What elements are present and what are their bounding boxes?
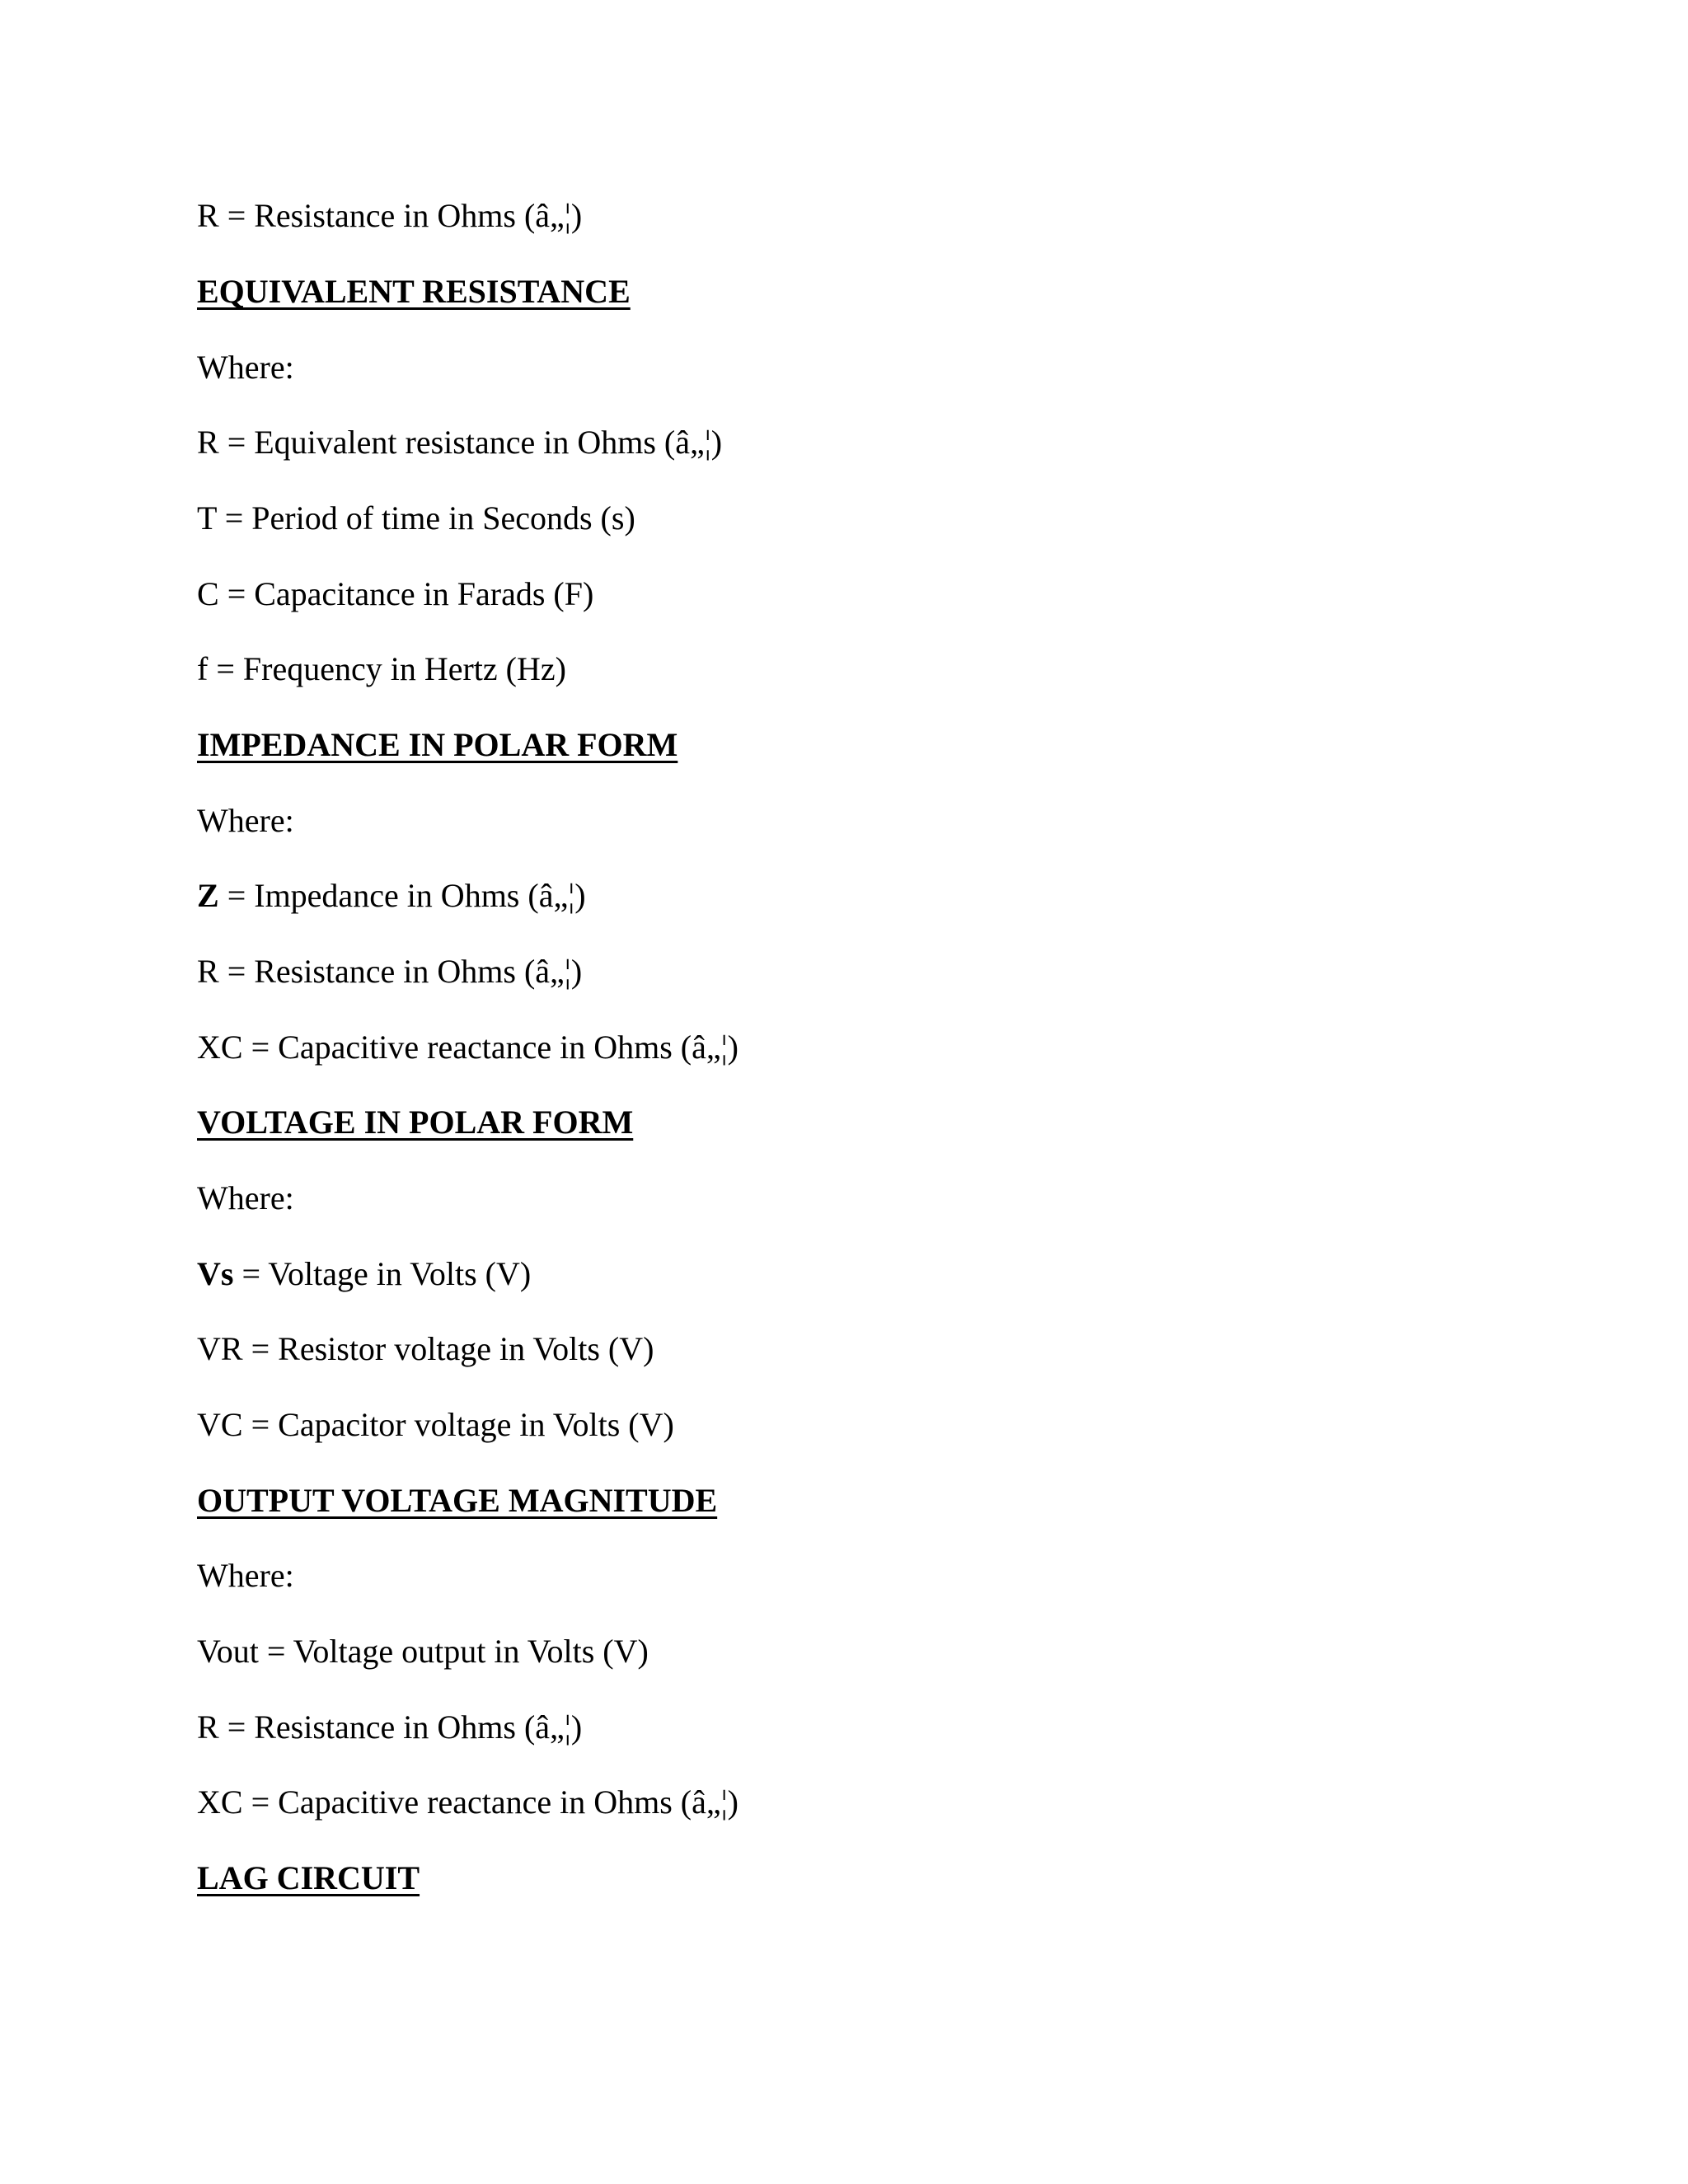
- section-heading: EQUIVALENT RESISTANCE: [197, 273, 631, 310]
- variable-definition: = Capacitive reactance in Ohms (â„¦): [242, 1029, 738, 1066]
- variable-symbol: VC: [197, 1406, 243, 1443]
- definition-line: [197, 1254, 531, 1294]
- variable-definition: = Capacitance in Farads (F): [218, 575, 594, 612]
- variable-definition: = Period of time in Seconds (s): [216, 499, 635, 537]
- definition-line: [197, 649, 566, 689]
- section-heading: LAG CIRCUIT: [197, 1859, 420, 1896]
- variable-symbol: Vs: [197, 1255, 234, 1292]
- definition-line: [197, 1405, 674, 1445]
- definition-line: [197, 423, 722, 462]
- variable-symbol: XC: [197, 1029, 243, 1066]
- variable-symbol: VR: [197, 1330, 243, 1367]
- variable-definition: = Resistance in Ohms (â„¦): [218, 197, 583, 234]
- definition-line: [197, 1708, 582, 1747]
- variable-symbol: R: [197, 953, 219, 990]
- variable-definition: = Equivalent resistance in Ohms (â„¦): [218, 424, 723, 461]
- definition-line: [197, 574, 593, 614]
- definition-line: [197, 1028, 738, 1067]
- section-heading: OUTPUT VOLTAGE MAGNITUDE: [197, 1482, 718, 1519]
- where-label: Where:: [197, 349, 294, 386]
- variable-symbol: T: [197, 499, 217, 537]
- variable-definition: = Resistance in Ohms (â„¦): [218, 1708, 583, 1746]
- definition-line: [197, 952, 582, 991]
- definition-line: [197, 876, 586, 916]
- variable-definition: = Frequency in Hertz (Hz): [208, 650, 566, 687]
- variable-definition: = Capacitive reactance in Ohms (â„¦): [242, 1783, 738, 1821]
- where-label: Where:: [197, 1557, 294, 1594]
- variable-definition: = Voltage output in Volts (V): [258, 1633, 649, 1670]
- variable-symbol: Z: [197, 877, 219, 914]
- variable-definition: = Capacitor voltage in Volts (V): [242, 1406, 674, 1443]
- definition-line: [197, 1783, 738, 1822]
- definition-line: [197, 1329, 654, 1369]
- variable-symbol: f: [197, 650, 209, 687]
- where-label: Where:: [197, 1179, 294, 1216]
- variable-definition: = Impedance in Ohms (â„¦): [218, 877, 586, 914]
- variable-symbol: R: [197, 197, 219, 234]
- variable-definition: = Resistor voltage in Volts (V): [242, 1330, 654, 1367]
- definition-line: [197, 196, 582, 236]
- where-label: Where:: [197, 802, 294, 839]
- variable-symbol: Vout: [197, 1633, 259, 1670]
- variable-symbol: C: [197, 575, 219, 612]
- definition-line: [197, 499, 635, 538]
- variable-symbol: R: [197, 1708, 219, 1746]
- variable-symbol: R: [197, 424, 219, 461]
- variable-definition: = Voltage in Volts (V): [233, 1255, 532, 1292]
- definition-line: [197, 1632, 649, 1671]
- section-heading: VOLTAGE IN POLAR FORM: [197, 1104, 634, 1141]
- section-heading: IMPEDANCE IN POLAR FORM: [197, 726, 678, 763]
- variable-symbol: XC: [197, 1783, 243, 1821]
- variable-definition: = Resistance in Ohms (â„¦): [218, 953, 583, 990]
